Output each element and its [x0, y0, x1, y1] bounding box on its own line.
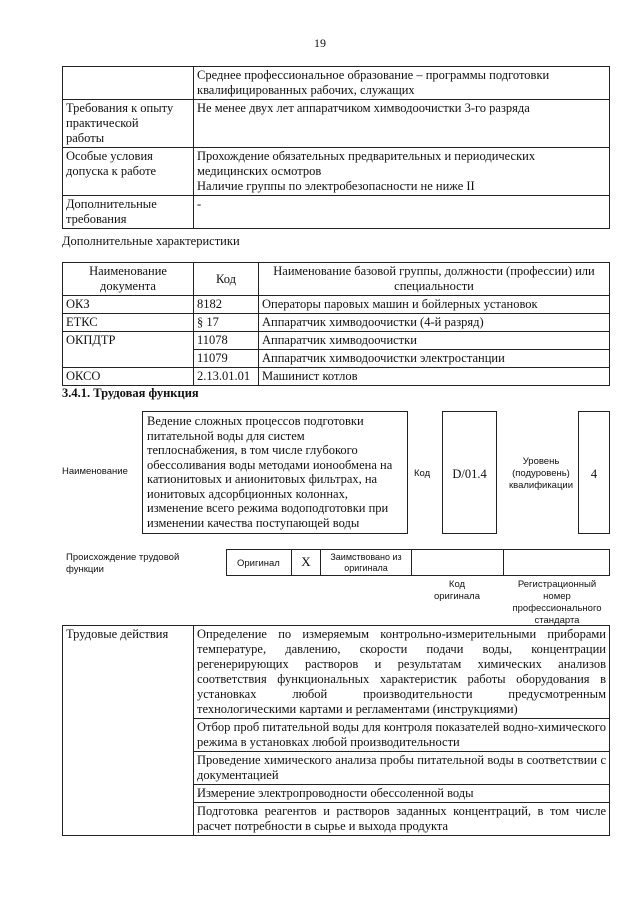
- row-label: [63, 67, 194, 100]
- requirements-table: [62, 66, 610, 229]
- table-header-row: [63, 263, 610, 296]
- action-item: Определение по измеряемым контрольно-измерительными приборами температуре, давлению, скорости подачи воды, концентрации регенерирующих растворов и результатам химических анализов соответствия функциональных характеристик работы оборудования в установках любой производительности предусмотренным технологическими картами и регламентами (инструкциями): [194, 626, 610, 719]
- row-label: Особые условия допуска к работе: [63, 148, 194, 196]
- row-label: Требования к опыту практической работы: [63, 100, 194, 148]
- table-cell: ОКПДТР: [63, 332, 194, 368]
- function-name-box: Ведение сложных процессов подготовки питательной воды для систем теплоснабжения, в том числе глубокого обессоливания воды методами ионообмена на катионитовых и анионитовых фильтрах, на ионитовых адсорбционных колоннах, изменение всего режима водоподготовки при изменении качества поступающей воды: [142, 411, 408, 534]
- table-cell: § 17: [194, 314, 259, 332]
- table-row: [63, 368, 610, 386]
- page-number: 19: [314, 36, 326, 50]
- table-cell: 8182: [194, 296, 259, 314]
- column-header: Наименование базовой группы, должности (профессии) или специальности: [259, 263, 610, 296]
- qualification-level-label: Уровень (подуровень) квалификации: [508, 456, 574, 491]
- labor-actions-table: [62, 625, 610, 836]
- qualification-level-box: 4: [578, 411, 610, 534]
- function-code-box: D/01.4: [442, 411, 497, 534]
- table-row: [63, 332, 610, 350]
- additional-characteristics-heading: Дополнительные характеристики: [62, 234, 240, 248]
- table-cell: Машинист котлов: [259, 368, 610, 386]
- original-label: Оригинал: [237, 558, 280, 569]
- registration-number-caption: Регистрационный номер профессионального стандарта: [512, 579, 602, 626]
- table-cell: ОКСО: [63, 368, 194, 386]
- action-item: Подготовка реагентов и растворов заданных концентраций, в том числе расчет потребности в сырье и выхода продукта: [194, 803, 610, 836]
- table-row: [63, 296, 610, 314]
- original-mark: X: [301, 554, 311, 569]
- row-value: Среднее профессиональное образование – программы подготовки квалифицированных рабочих, служащих: [194, 67, 610, 100]
- origin-label: Происхождение трудовой функции: [66, 552, 180, 575]
- table-row: [63, 148, 610, 196]
- table-row: [63, 100, 610, 148]
- origin-box: [226, 549, 610, 576]
- table-row: [63, 314, 610, 332]
- table-cell: ОКЗ: [63, 296, 194, 314]
- table-row: [63, 67, 610, 100]
- column-header: Наименование документа: [63, 263, 194, 296]
- table-cell: 11079: [194, 350, 259, 368]
- column-header: Код: [194, 263, 259, 296]
- action-item: Измерение электропроводности обессоленной воды: [194, 785, 610, 803]
- table-cell: Аппаратчик химводоочистки электростанции: [259, 350, 610, 368]
- code-original-caption: Код оригинала: [433, 579, 480, 602]
- table-row: [63, 196, 610, 229]
- function-name-label: Наименование: [62, 466, 128, 477]
- row-value: Прохождение обязательных предварительных и периодических медицинских осмотров Наличие группы по электробезопасности не ниже II: [194, 148, 610, 196]
- row-label: Дополнительные требования: [63, 196, 194, 229]
- action-item: Проведение химического анализа пробы питательной воды в соответствии с документацией: [194, 752, 610, 785]
- table-cell: 2.13.01.01: [194, 368, 259, 386]
- action-item: Отбор проб питательной воды для контроля показателей водно-химического режима в установках любой производительности: [194, 719, 610, 752]
- table-cell: ЕТКС: [63, 314, 194, 332]
- table-cell: Аппаратчик химводоочистки (4-й разряд): [259, 314, 610, 332]
- table-cell: Аппаратчик химводоочистки: [259, 332, 610, 350]
- section-title: 3.4.1. Трудовая функция: [62, 386, 199, 400]
- characteristics-table: [62, 262, 610, 386]
- table-cell: Операторы паровых машин и бойлерных установок: [259, 296, 610, 314]
- table-cell: 11078: [194, 332, 259, 350]
- borrowed-label: Заимствовано из оригинала: [330, 552, 402, 573]
- divider: [503, 550, 504, 575]
- divider: [411, 550, 412, 575]
- table-row: [63, 626, 610, 719]
- actions-label: Трудовые действия: [63, 626, 194, 836]
- row-value: Не менее двух лет аппаратчиком химводоочистки 3-го разряда: [194, 100, 610, 148]
- function-code-label: Код: [414, 468, 431, 479]
- row-value: -: [194, 196, 610, 229]
